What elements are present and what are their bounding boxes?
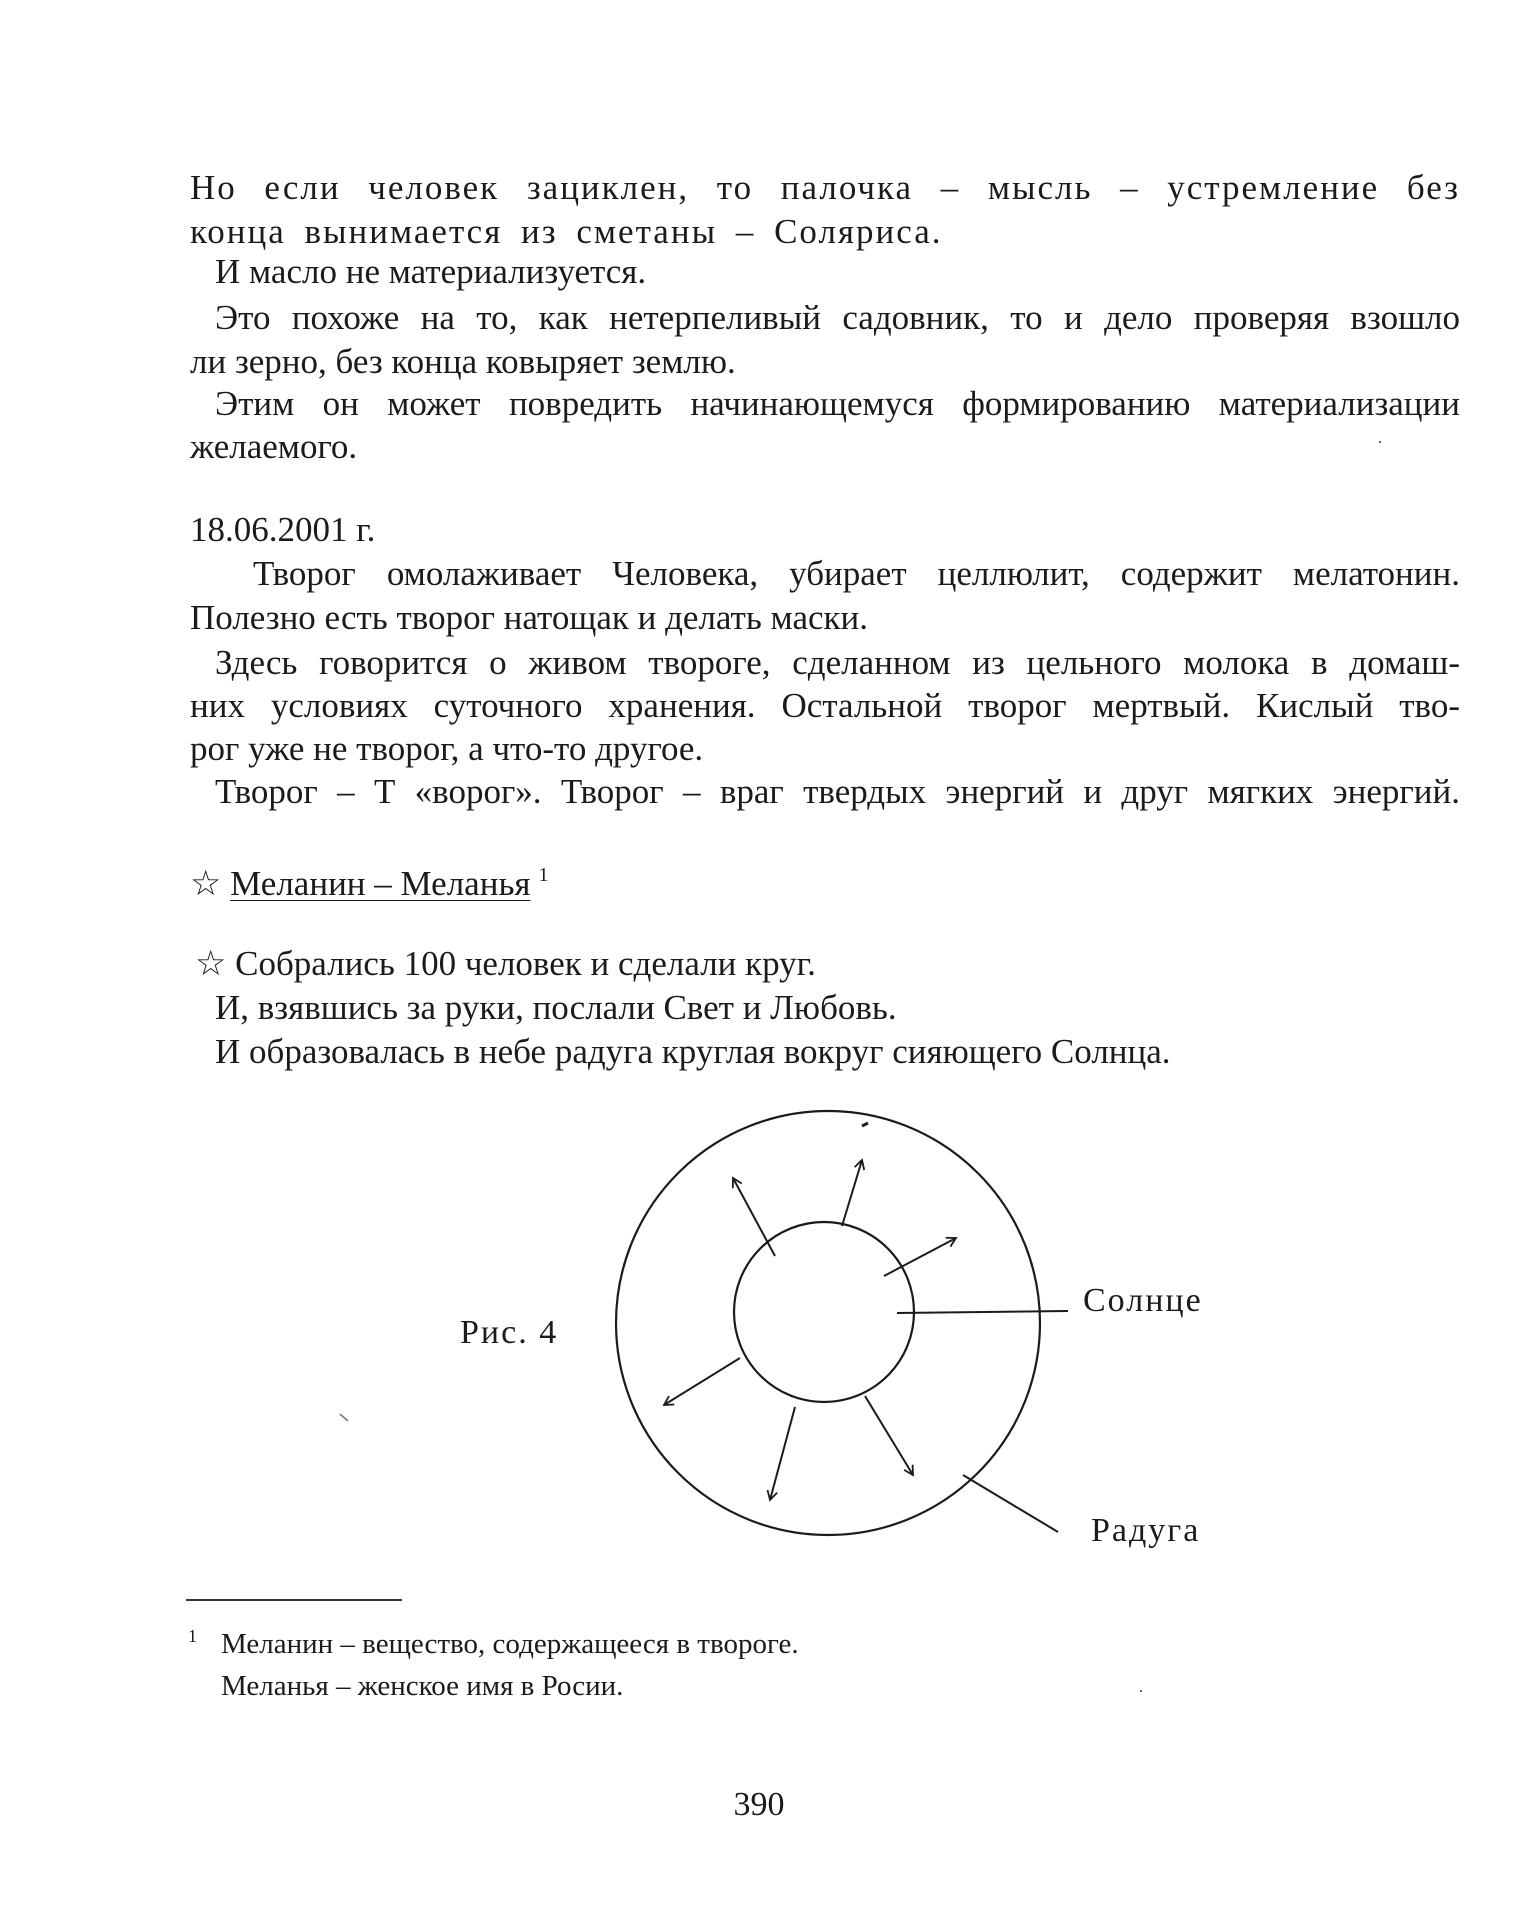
sun-label: Солнце xyxy=(1083,1282,1203,1319)
paragraph-line: них условиях суточного хранения. Остальной творог мертвый. Кислый тво- xyxy=(190,686,1460,725)
page-number: 390 xyxy=(733,1786,785,1823)
footnote-rule xyxy=(186,1599,402,1601)
paragraph-line: конца вынимается из сметаны – Соляриса. xyxy=(190,212,943,251)
arrow xyxy=(842,1160,862,1226)
paragraph-line: Но если человек зациклен, то палочка – мысль – устремление без xyxy=(190,168,1460,207)
paragraph-line: ☆ Собрались 100 человек и сделали круг. xyxy=(195,944,816,983)
paragraph-line: Этим он может повредить начинающемуся формированию материализации xyxy=(215,384,1460,423)
paragraph-line: Творог – Т «ворог». Творог – враг твердых энергий и друг мягких энергий. xyxy=(215,772,1460,811)
paragraph-line: желаемого. xyxy=(190,427,358,466)
sun-leader-line xyxy=(897,1311,1068,1313)
rainbow-leader-line xyxy=(963,1475,1058,1532)
figure-caption: Рис. 4 xyxy=(460,1314,559,1351)
paragraph-line: И, взявшись за руки, послали Свет и Любовь. xyxy=(215,988,897,1027)
paragraph-line: Это похоже на то, как нетерпеливый садовник, то и дело проверяя взошло xyxy=(215,298,1460,337)
paragraph-line: И образовалась в небе радуга круглая вокруг сияющего Солнца. xyxy=(215,1032,1171,1071)
star-icon: ☆ xyxy=(190,864,222,903)
arrow xyxy=(770,1407,795,1500)
paragraph-line: Полезно есть творог натощак и делать маски. xyxy=(190,598,869,637)
arrow xyxy=(865,1396,913,1475)
footnote-ref: 1 xyxy=(538,864,549,886)
paragraph-line: ли зерно, без конца ковыряет землю. xyxy=(190,342,736,381)
paragraph-line: И масло не материализуется. xyxy=(215,252,647,291)
footnote-line: Меланья – женское имя в Росии. xyxy=(221,1670,624,1702)
rainbow-label: Радуга xyxy=(1091,1512,1201,1549)
arrow xyxy=(664,1358,740,1405)
date-heading: 18.06.2001 г. xyxy=(190,510,376,549)
paragraph-line: Здесь говорится о живом твороге, сделанном из цельного молока в домаш- xyxy=(215,643,1460,682)
footnote-mark: 1 xyxy=(188,1626,197,1646)
footnote-line: Меланин – вещество, содержащееся в твороге. xyxy=(221,1628,799,1660)
sun-circle xyxy=(734,1222,914,1402)
paragraph-line: рог уже не творог, а что-то другое. xyxy=(190,729,704,768)
rainbow-circle xyxy=(616,1111,1040,1535)
paragraph-line: Творог омолаживает Человека, убирает целлюлит, содержит мелатонин. xyxy=(253,554,1460,593)
section-title: Меланин – Меланья xyxy=(230,864,531,903)
arrow xyxy=(733,1178,775,1256)
